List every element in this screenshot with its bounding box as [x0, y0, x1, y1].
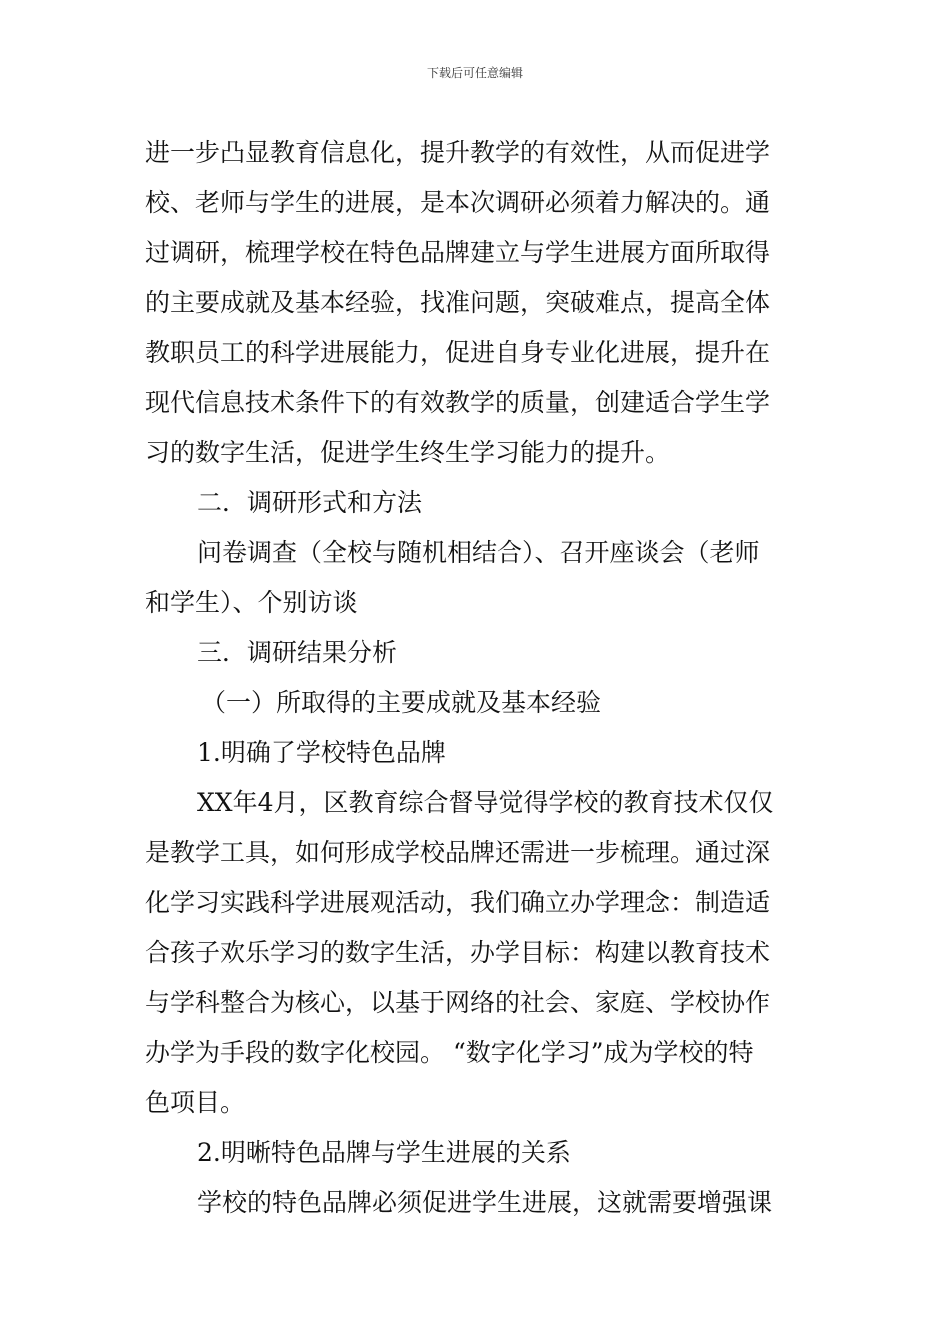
- paragraph-line: 学校的特色品牌必须促进学生进展，这就需要增强课: [197, 1188, 773, 1217]
- paragraph-line: 色项目。: [145, 1088, 246, 1117]
- paragraph-line: 化学习实践科学进展观活动，我们确立办学理念：制造适: [145, 888, 771, 917]
- paragraph-line: 的主要成就及基本经验，找准问题，突破难点，提高全体: [145, 288, 771, 317]
- paragraph-line: 教职员工的科学进展能力，促进自身专业化进展，提升在: [145, 338, 771, 367]
- paragraph-line: 与学科整合为核心，以基于网络的社会、家庭、学校协作: [145, 988, 771, 1017]
- paragraph-line: 办学为手段的数字化校园。 “数字化学习”成为学校的特: [145, 1038, 754, 1067]
- page-header-note: 下载后可任意编辑: [426, 66, 523, 80]
- item-heading: 2.明晰特色品牌与学生进展的关系: [197, 1138, 571, 1167]
- paragraph-line: XX年4月，区教育综合督导觉得学校的教育技术仅仅: [197, 788, 774, 817]
- paragraph-line: 过调研，梳理学校在特色品牌建立与学生进展方面所取得: [145, 238, 771, 267]
- section-heading: 三．调研结果分析: [197, 638, 398, 667]
- item-heading: 1.明确了学校特色品牌: [197, 738, 446, 767]
- paragraph-line: 和学生）、个别访谈: [145, 588, 358, 617]
- paragraph-line: 是教学工具，如何形成学校品牌还需进一步梳理。通过深: [145, 838, 771, 867]
- section-heading: 二．调研形式和方法: [197, 488, 423, 517]
- paragraph-line: 合孩子欢乐学习的数字生活，办学目标：构建以教育技术: [145, 938, 771, 967]
- paragraph-line: 问卷调查（全校与随机相结合）、召开座谈会（老师: [197, 538, 760, 567]
- paragraph-line: 校、老师与学生的进展，是本次调研必须着力解决的。通: [145, 188, 771, 217]
- paragraph-line: 进一步凸显教育信息化，提升教学的有效性，从而促进学: [145, 138, 771, 167]
- subsection-heading: （一）所取得的主要成就及基本经验: [201, 688, 602, 717]
- paragraph-line: 习的数字生活，促进学生终生学习能力的提升。: [145, 438, 671, 467]
- document-body: [145, 128, 810, 1228]
- paragraph-line: 现代信息技术条件下的有效教学的质量，创建适合学生学: [145, 388, 771, 417]
